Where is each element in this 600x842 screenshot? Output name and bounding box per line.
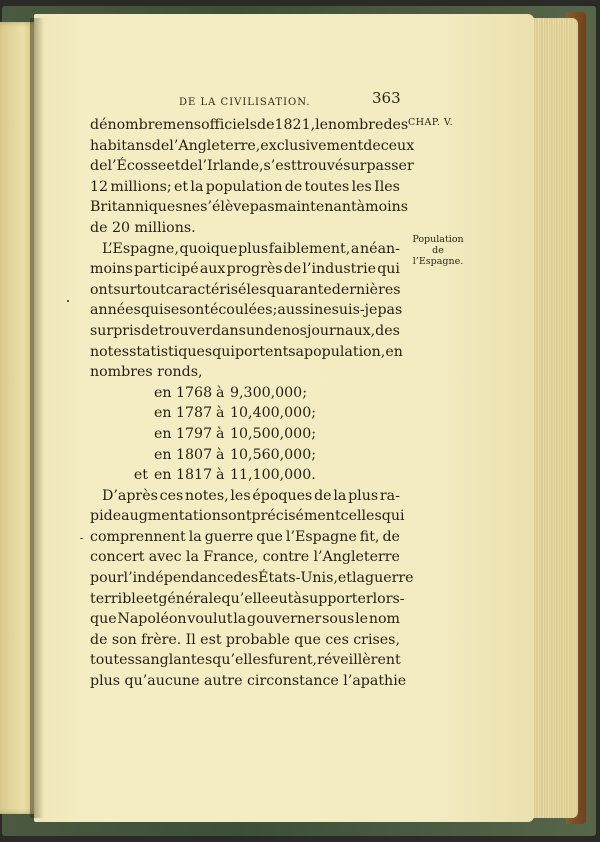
population-en: en xyxy=(154,405,172,422)
text-line: de son frère. Il est probable que ces crises, xyxy=(90,631,400,648)
text-line: moins participé aux progrès de l’industrie qui xyxy=(90,261,400,278)
text-line: concert avec la France, contre l’Angleterre xyxy=(90,549,400,566)
population-a: à xyxy=(216,467,225,484)
population-value: 10,400,000; xyxy=(230,405,317,422)
population-row xyxy=(124,424,400,445)
population-year: 1797 xyxy=(176,425,213,442)
text-line: surpris de trouver dans un de nos journaux, des xyxy=(90,322,400,339)
page-number: 363 xyxy=(372,89,401,107)
body-text xyxy=(90,115,415,692)
text-line: 12 millions; et la population de toutes les Iles xyxy=(90,178,400,195)
population-prefix: et xyxy=(133,467,148,484)
population-year: 1817 xyxy=(176,467,213,484)
text-line: toutes sanglantes qu’elles furent, réveillèrent xyxy=(90,652,401,669)
population-value: 9,300,000; xyxy=(230,384,307,401)
text-line: L’Espagne, quoique plus faiblement, a néan- xyxy=(102,240,400,257)
population-a: à xyxy=(216,384,225,401)
running-head: DE LA CIVILISATION. xyxy=(179,97,311,108)
text-line: dénombremens officiels de 1821, le nombre des xyxy=(90,117,409,133)
text-line: pide augmentation sont précisément celles qui xyxy=(90,508,405,525)
population-en: en xyxy=(154,446,172,463)
text-line: ont surtout caractérisé les quarante dernières xyxy=(90,281,401,298)
margin-note-line: Population xyxy=(412,234,464,245)
population-table xyxy=(124,383,400,486)
population-year: 1787 xyxy=(176,405,213,422)
text-line: de l’Écosse et de l’Irlande, s’est trouvé surpasser xyxy=(90,158,414,175)
page-stack-edges xyxy=(530,18,578,818)
text-line: que Napoléon voulut la gouverner sous le nom xyxy=(90,611,400,628)
margin-note xyxy=(406,234,470,267)
population-row xyxy=(124,403,400,424)
spine-shadow xyxy=(30,18,44,818)
population-row xyxy=(124,465,400,486)
text-line: pour l’indépendance des États-Unis, et la guerre xyxy=(90,570,414,587)
text-line: D’après ces notes, les époques de la plus ra- xyxy=(102,487,400,504)
text-line: notes statistiques qui portent sa population, en xyxy=(90,343,403,360)
paragraph-2 xyxy=(90,239,403,383)
population-row xyxy=(124,383,400,404)
population-year: 1768 xyxy=(176,384,213,401)
population-en: en xyxy=(154,467,172,484)
population-en: en xyxy=(154,384,172,401)
population-row xyxy=(124,445,400,466)
text-line: habitans de l’Angleterre, exclusivement de ceux xyxy=(90,137,415,154)
population-a: à xyxy=(216,405,225,422)
paragraph-3 xyxy=(90,486,414,692)
population-en: en xyxy=(154,425,172,442)
text-line: de 20 millions. xyxy=(90,219,196,236)
ink-speck xyxy=(80,538,83,539)
ink-speck xyxy=(67,300,69,302)
population-year: 1807 xyxy=(176,446,213,463)
population-value: 11,100,000. xyxy=(230,467,316,484)
text-line: nombres ronds, xyxy=(90,364,203,381)
margin-chapter: CHAP. V. xyxy=(408,117,454,128)
population-a: à xyxy=(216,425,225,442)
text-line: plus qu’aucune autre circonstance l’apathie xyxy=(90,673,407,690)
paragraph-1 xyxy=(90,115,415,239)
text-line: comprennent la guerre que l’Espagne fit, de xyxy=(90,528,400,545)
text-line: Britanniques ne s’élève pas maintenant à moins xyxy=(90,199,409,216)
text-line: terrible et générale qu’elle eut à supporter lors- xyxy=(90,590,405,607)
population-value: 10,560,000; xyxy=(230,446,317,463)
population-a: à xyxy=(216,446,225,463)
text-line: années qui se sont écoulées; aussi ne suis-je pas xyxy=(90,302,403,319)
population-value: 10,500,000; xyxy=(230,425,317,442)
margin-note-line: de l’Espagne. xyxy=(412,245,464,267)
